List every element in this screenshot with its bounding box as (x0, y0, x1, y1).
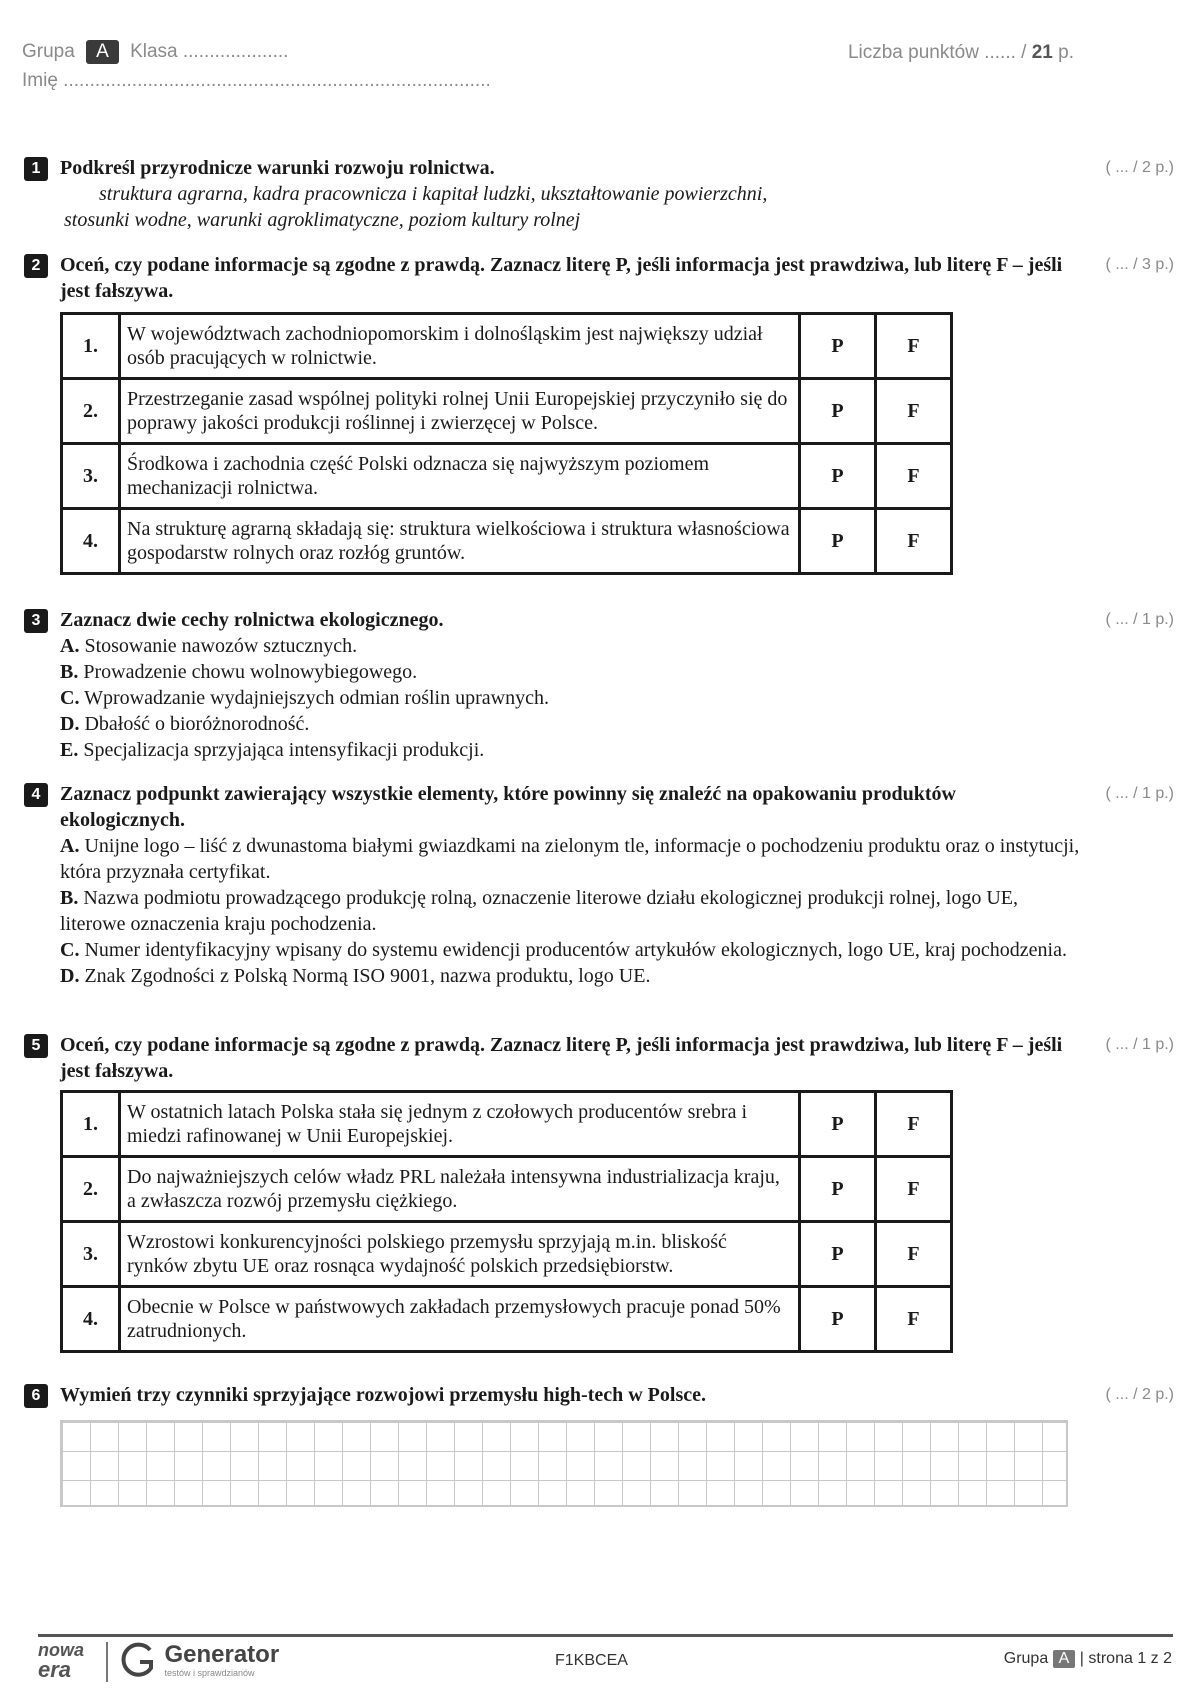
task-1-terms-line-2[interactable]: stosunki wodne, warunki agroklimatyczne, poziom kultury rolnej (64, 209, 581, 231)
generator-subtitle: testów i sprawdzianów (164, 1668, 255, 1678)
answer-grid[interactable] (60, 1420, 1068, 1507)
task-question: Zaznacz dwie cechy rolnictwa ekologicznego. (60, 609, 444, 631)
points-total: 21 (1031, 42, 1053, 63)
option-b[interactable]: B. Prowadzenie chowu wolnowybiegowego. (60, 661, 418, 683)
false-option[interactable]: F (876, 444, 952, 509)
table-row (62, 1222, 952, 1287)
task-5 (24, 1032, 1174, 1084)
points-label: Liczba punktów ...... / (847, 42, 1027, 63)
nowa-era-logo: nowa era (38, 1640, 85, 1682)
row-statement: Wzrostowi konkurencyjności polskiego przemysłu sprzyjają m.in. bliskość rynków zbytu UE oraz rosnąca wydajność polskich przedsiębiorstw. (120, 1222, 800, 1287)
false-option[interactable]: F (876, 1287, 952, 1352)
task-1 (24, 155, 1174, 233)
true-option[interactable]: P (800, 1092, 876, 1157)
option-e[interactable]: E. Specjalizacja sprzyjająca intensyfikacji produkcji. (60, 739, 485, 761)
false-option[interactable]: F (876, 314, 952, 379)
true-option[interactable]: P (800, 1222, 876, 1287)
row-statement: Środkowa i zachodnia część Polski odznacza się najwyższym poziomem mechanizacji rolnictwa. (120, 444, 800, 509)
logo-divider (106, 1642, 108, 1682)
table-row (62, 1287, 952, 1352)
footer-group-label: Grupa (1003, 1650, 1049, 1667)
table-row (62, 314, 952, 379)
task-points: ( ... / 1 p.) (1105, 785, 1174, 802)
page-counter: | strona 1 z 2 (1079, 1650, 1172, 1667)
task-question: Oceń, czy podane informacje są zgodne z prawdą. Zaznacz literę P, jeśli informacja jest prawdziwa, lub literę F – jeśli jest fałszywa. (60, 1034, 1063, 1082)
option-b[interactable]: B. Nazwa podmiotu prowadzącego produkcję rolną, oznaczenie literowe działu ekologicznej produkcji rolnej, logo UE, literowe oznaczenia kraju pochodzenia. (60, 887, 1018, 935)
false-option[interactable]: F (876, 1092, 952, 1157)
task-2 (24, 252, 1174, 304)
option-d[interactable]: D. Dbałość o bioróżnorodność. (60, 713, 310, 735)
row-number: 1. (62, 314, 120, 379)
task-points: ( ... / 1 p.) (1105, 611, 1174, 628)
task-question: Wymień trzy czynniki sprzyjające rozwojowi przemysłu high-tech w Polsce. (60, 1384, 706, 1406)
option-c[interactable]: C. Numer identyfikacyjny wpisany do systemu ewidencji producentów artykułów ekologicznych, logo UE, kraj pochodzenia. (60, 939, 1067, 961)
name-field[interactable]: Imię ................................................................................. (22, 70, 491, 91)
footer-page-info (1004, 1650, 1172, 1668)
task-5-table (60, 1090, 953, 1353)
task-points: ( ... / 2 p.) (1105, 1386, 1174, 1403)
option-a[interactable]: A. Stosowanie nawozów sztucznych. (60, 635, 358, 657)
table-row (62, 444, 952, 509)
row-number: 4. (62, 509, 120, 574)
row-statement: Obecnie w Polsce w państwowych zakładach przemysłowych pracuje ponad 50% zatrudnionych. (120, 1287, 800, 1352)
points-suffix: p. (1058, 42, 1074, 63)
true-option[interactable]: P (800, 379, 876, 444)
row-number: 1. (62, 1092, 120, 1157)
row-statement: W ostatnich latach Polska stała się jednym z czołowych producentów srebra i miedzi rafinowanej w Unii Europejskiej. (120, 1092, 800, 1157)
row-statement: Do najważniejszych celów władz PRL należała intensywna industrializacja kraju, a zwłaszcza rozwój przemysłu ciężkiego. (120, 1157, 800, 1222)
class-field[interactable]: Klasa .................... (130, 41, 289, 62)
table-row (62, 1157, 952, 1222)
task-4 (24, 781, 1174, 989)
generator-g-icon (120, 1642, 156, 1680)
table-row (62, 1092, 952, 1157)
false-option[interactable]: F (876, 379, 952, 444)
task-number: 1 (24, 157, 48, 181)
task-2-table (60, 312, 953, 575)
option-d[interactable]: D. Znak Zgodności z Polską Normą ISO 9001, nazwa produktu, logo UE. (60, 965, 651, 987)
table-row (62, 509, 952, 574)
document-code: F1KBCEA (555, 1652, 628, 1669)
task-1-terms-line-1[interactable]: struktura agrarna, kadra pracownicza i kapitał ludzki, ukształtowanie powierzchni, (99, 183, 768, 205)
task-question: Zaznacz podpunkt zawierający wszystkie elementy, które powinny się znaleźć na opakowaniu produktów ekologicznych. (60, 783, 956, 831)
group-badge: A (86, 40, 119, 64)
task-number: 5 (24, 1034, 48, 1058)
true-option[interactable]: P (800, 509, 876, 574)
group-label: Grupa (22, 41, 75, 62)
task-6 (24, 1382, 1174, 1408)
task-3 (24, 607, 1174, 763)
row-statement: Na strukturę agrarną składają się: struktura wielkościowa i struktura własnościowa gospodarstw rolnych oraz rozłóg gruntów. (120, 509, 800, 574)
row-number: 4. (62, 1287, 120, 1352)
option-a[interactable]: A. Unijne logo – liść z dwunastoma białymi gwiazdkami na zielonym tle, informacje o pochodzeniu produktu oraz o instytucji, która przyznała certyfikat. (60, 835, 1080, 883)
true-option[interactable]: P (800, 1157, 876, 1222)
row-statement: W województwach zachodniopomorskim i dolnośląskim jest największy udział osób pracujących w rolnictwie. (120, 314, 800, 379)
row-number: 2. (62, 1157, 120, 1222)
points-summary (848, 42, 1074, 64)
footer-group-badge: A (1053, 1650, 1076, 1668)
task-question: Oceń, czy podane informacje są zgodne z prawdą. Zaznacz literę P, jeśli informacja jest prawdziwa, lub literę F – jeśli jest fałszywa. (60, 254, 1063, 302)
row-number: 3. (62, 444, 120, 509)
task-number: 3 (24, 609, 48, 633)
task-number: 2 (24, 254, 48, 278)
task-points: ( ... / 3 p.) (1105, 256, 1174, 273)
row-number: 3. (62, 1222, 120, 1287)
generator-logo (120, 1642, 279, 1680)
true-option[interactable]: P (800, 314, 876, 379)
generator-name: Generator (164, 1641, 280, 1668)
row-statement: Przestrzeganie zasad wspólnej polityki rolnej Unii Europejskiej przyczyniło się do poprawy jakości produkcji roślinnej i zwierzęcej w Polsce. (120, 379, 800, 444)
row-number: 2. (62, 379, 120, 444)
task-number: 4 (24, 783, 48, 807)
option-c[interactable]: C. Wprowadzanie wydajniejszych odmian roślin uprawnych. (60, 687, 549, 709)
false-option[interactable]: F (876, 1222, 952, 1287)
task-question: Podkreśl przyrodnicze warunki rozwoju rolnictwa. (60, 157, 495, 179)
footer-divider (38, 1634, 1173, 1637)
false-option[interactable]: F (876, 1157, 952, 1222)
header-group-row (22, 40, 288, 64)
table-row (62, 379, 952, 444)
true-option[interactable]: P (800, 1287, 876, 1352)
false-option[interactable]: F (876, 509, 952, 574)
task-number: 6 (24, 1384, 48, 1408)
true-option[interactable]: P (800, 444, 876, 509)
task-points: ( ... / 2 p.) (1105, 159, 1174, 176)
task-options (60, 633, 1080, 763)
task-options (60, 833, 1080, 989)
task-points: ( ... / 1 p.) (1105, 1036, 1174, 1053)
